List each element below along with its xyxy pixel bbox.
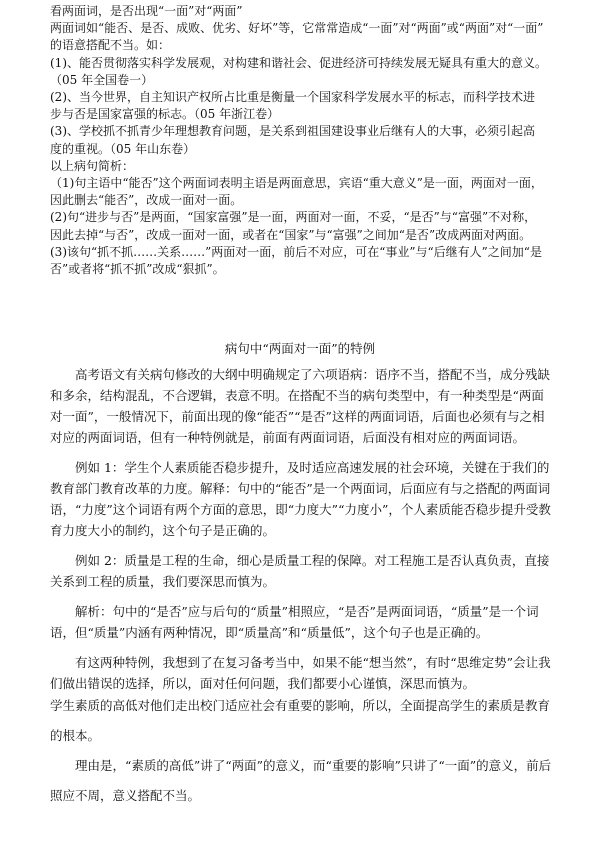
section-two-special-cases xyxy=(50,364,556,694)
analysis-line: 因此去掉“与否”，改成一面对一面，或者在“国家”与“富强”之间加“是否”改成两面对两面。 xyxy=(50,227,532,242)
analysis-line: (2)句“进步与否”是两面，“国家富强”是一面，两面对一面，不妥，“是否”与“富强”不对称， xyxy=(50,210,537,225)
example-two-paragraph: 例如 2：质量是工程的生命，细心是质量工程的保障。对工程施工是否认真负责，直接关系到工程的质量，我们要深思而慎为。 xyxy=(50,553,550,589)
text-line: 步与否是国家富强的标志。（05 年浙江卷） xyxy=(50,107,280,122)
example-two-analysis-paragraph: 解析：句中的“是否”应与后句的“质量”相照应，“是否”是两面词语，“质量”是一个词语，但“质量”内涵有两种情况，即“质量高”和“质量低”，这个句子也是正确的。 xyxy=(50,604,539,640)
intro-paragraph: 高考语文有关病句修改的大纲中明确规定了六项语病：语序不当，搭配不当，成分残缺和多余，结构混乱，不合逻辑，表意不明。在搭配不当的病句类型中，有一种类型是“两面对一面”，一般情况下，前面出现的像“能否”“是否”这样的两面词语，后面也必须有与之相对应的两面词语，但有一种特例就是，前面有两面词语，后面没有相对应的两面词语。 xyxy=(50,367,551,445)
conclusion-paragraph: 有这两种特例，我想到了在复习备考当中，如果不能“想当然”，有时“思维定势”会让我们做出错误的选择，所以，面对任何问题，我们都要小心谨慎，深思而慎为。 xyxy=(50,655,551,691)
analysis-line: 因此删去“能否”，改成一面对一面。 xyxy=(50,193,243,208)
analysis-heading: 以上病句简析： xyxy=(50,158,135,173)
section-three-example xyxy=(50,691,556,811)
section-one-heading: 看两面词，是否出现“一面”对“两面” xyxy=(50,4,243,18)
example-sentence-3: (3)、学校抓不抓青少年理想教育问题，是关系到祖国建设事业后继有人的大事，必须引起高 xyxy=(50,124,536,139)
example-sentence-1: (1)、能否贯彻落实科学发展观，对构建和谐社会、促进经济可持续发展无疑具有重大的意义。 xyxy=(50,55,548,70)
reason-paragraph: 理由是，“素质的高低”讲了“两面”的意义，而“重要的影响”只讲了“一面”的意义，前后照应不周，意义搭配不当。 xyxy=(50,758,552,803)
example-sentence-2: (2)、当今世界，自主知识产权所占比重是衡量一个国家科学发展水平的标志，而科学技术进 xyxy=(50,90,536,105)
text-line: 度的重视。（05 年山东卷） xyxy=(50,141,196,156)
text-line: 的语意搭配不当。如： xyxy=(50,38,171,53)
example-one-paragraph: 例如 1：学生个人素质能否稳步提升，及时适应高速发展的社会环境，关键在于我们的教育部门教育改革的力度。解释：句中的“能否”是一个两面词，后面应有与之搭配的两面词语，“力度”这个词语有两个方面的意思，即“力度大”“力度小”，个人素质能否稳步提升受教育力度大小的制约，这个句子是正确的。 xyxy=(50,460,551,538)
analysis-line: (3)该句“抓不抓……关系……”两面对一面，前后不对应，可在“事业”与“后继有人”之间加“是 xyxy=(50,244,542,259)
section-two-title: 病句中“两面对一面”的特例 xyxy=(224,341,376,356)
section-one-two-sided-words xyxy=(50,3,556,278)
analysis-line: （1)句主语中“能否”这个两面词表明主语是两面意思，宾语“重大意义”是一面，两面对一面， xyxy=(50,176,543,191)
example-sentence: 学生素质的高低对他们走出校门适应社会有重要的影响，所以，全面提高学生的素质是教育的根本。 xyxy=(50,698,551,743)
source-note: （05 年全国卷一） xyxy=(50,72,154,87)
analysis-line: 否”或者将“抓不抓”改成“狠抓”。 xyxy=(50,262,225,277)
text-line: 两面词如“能否、是否、成败、优劣、好坏”等，它常常造成“一面”对“两面”或“两面”对“一面” xyxy=(50,21,544,36)
